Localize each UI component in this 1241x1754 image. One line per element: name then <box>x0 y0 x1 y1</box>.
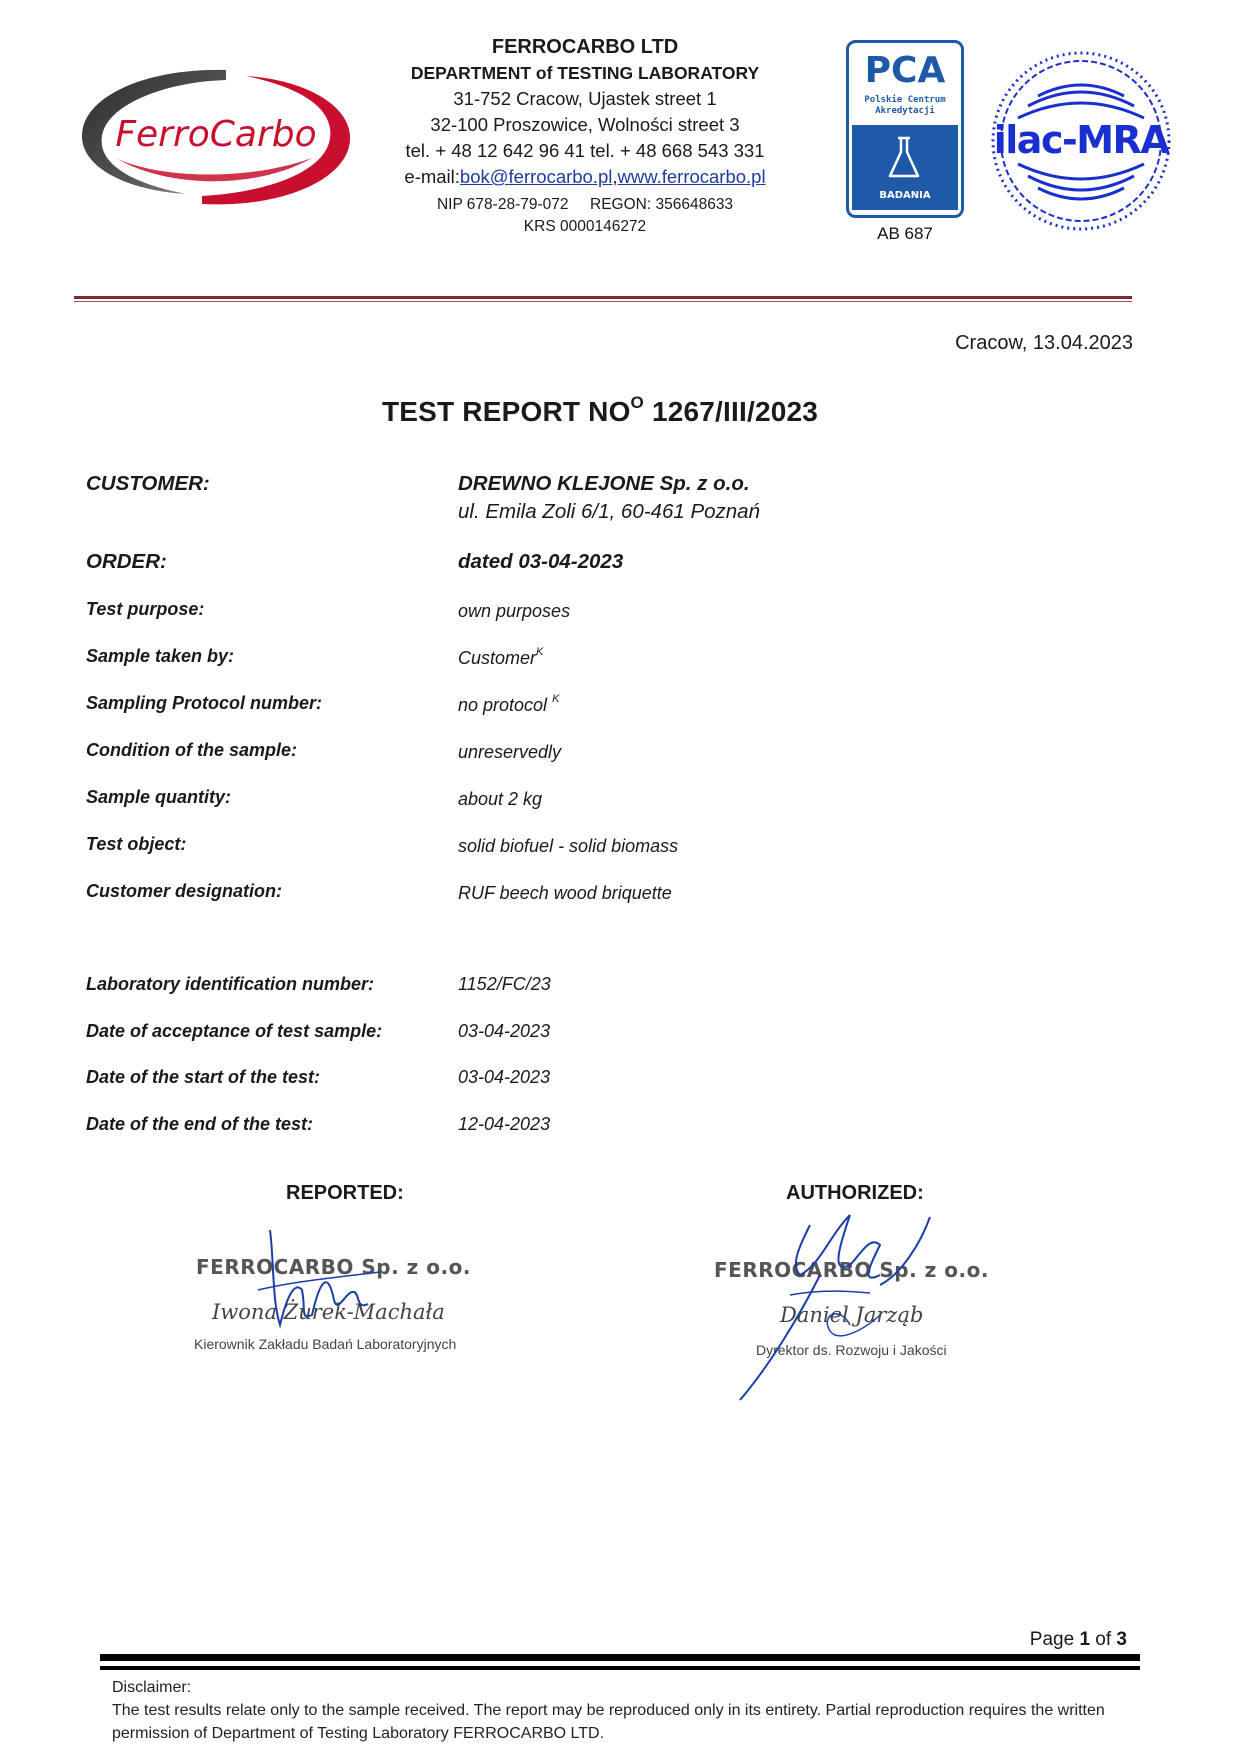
authorized-stamp-role: Dyrektor ds. Rozwoju i Jakości <box>756 1342 947 1358</box>
order-label: ORDER: <box>86 550 167 573</box>
authorized-stamp-company: FERROCARBO Sp. z o.o. <box>714 1258 989 1282</box>
field-label: Test purpose: <box>86 599 205 619</box>
field-text: Customer <box>458 648 537 668</box>
field-sup: K <box>536 646 544 658</box>
field-label: Test object: <box>86 834 187 854</box>
page-prefix: Page <box>1029 1629 1080 1650</box>
authorized-heading: AUTHORIZED: <box>786 1182 924 1204</box>
reported-heading: REPORTED: <box>286 1182 404 1204</box>
pca-accreditation-number: AB 687 <box>877 224 933 243</box>
company-header <box>370 34 800 238</box>
website-link[interactable]: www.ferrocarbo.pl <box>617 166 766 187</box>
footer-divider <box>100 1666 1140 1670</box>
field-label: Sample taken by: <box>86 646 235 666</box>
pca-accreditation-badge <box>846 40 964 218</box>
ilac-text: ilac-MRA <box>993 118 1169 162</box>
lab-field-value: 1152/FC/23 <box>458 974 551 994</box>
authorized-signature <box>730 1205 960 1405</box>
title-prefix: TEST REPORT NO <box>381 396 631 427</box>
pca-line-2: Akredytacji <box>875 106 935 116</box>
footer-divider-thick <box>100 1654 1140 1661</box>
page-of: of <box>1090 1629 1117 1650</box>
field-value <box>458 740 561 763</box>
customer-label: CUSTOMER: <box>86 472 210 495</box>
department-name: DEPARTMENT of TESTING LABORATORY <box>410 63 760 83</box>
page-current: 1 <box>1079 1629 1091 1650</box>
header-divider-thin <box>74 301 1132 302</box>
field-value <box>458 787 542 810</box>
field-value <box>458 646 543 669</box>
lab-field-value: 03-04-2023 <box>458 1021 551 1041</box>
nip-regon: NIP 678-28-79-072 REGON: 356648633 <box>436 196 734 213</box>
lab-field-label: Date of the start of the test: <box>86 1067 321 1087</box>
disclaimer-title: Disclaimer: <box>112 1679 192 1696</box>
field-value <box>458 693 559 716</box>
disclaimer <box>112 1676 1132 1745</box>
field-text: solid biofuel - solid biomass <box>458 836 679 856</box>
report-title <box>0 393 1200 428</box>
report-number: 1267/III/2023 <box>643 396 819 427</box>
phone-line: tel. + 48 12 642 96 41 tel. + 48 668 543 331 <box>405 140 765 161</box>
authorized-stamp-name: Daniel Jarząb <box>780 1303 924 1327</box>
field-value <box>458 599 570 622</box>
header-divider <box>74 296 1132 299</box>
field-label: Sample quantity: <box>86 787 232 807</box>
customer-name: DREWNO KLEJONE Sp. z o.o. <box>458 472 750 495</box>
lab-field-value: 12-04-2023 <box>458 1114 551 1134</box>
email-prefix: e-mail: <box>404 166 460 187</box>
field-label: Condition of the sample: <box>86 740 297 760</box>
report-date: Cracow, 13.04.2023 <box>955 332 1133 354</box>
address-line-2: 32-100 Proszowice, Wolności street 3 <box>430 114 740 135</box>
field-label: Customer designation: <box>86 881 283 901</box>
lab-field-label: Date of the end of the test: <box>86 1114 314 1134</box>
contact-line <box>370 164 800 190</box>
lab-field-value: 03-04-2023 <box>458 1067 551 1087</box>
field-value <box>458 834 678 857</box>
reported-signature <box>250 1220 410 1340</box>
pca-code: PCA <box>864 50 946 91</box>
title-superscript: O <box>630 393 644 412</box>
field-text: no protocol <box>458 695 553 715</box>
company-name: FERROCARBO LTD <box>491 36 679 58</box>
page-indicator <box>1030 1629 1127 1651</box>
field-sup: K <box>552 693 560 705</box>
order-value: dated 03-04-2023 <box>458 550 624 573</box>
reported-stamp-company: FERROCARBO Sp. z o.o. <box>196 1255 471 1279</box>
address-line-1: 31-752 Cracow, Ujastek street 1 <box>453 88 717 109</box>
logo-text: FerroCarbo <box>115 114 317 155</box>
pca-badge-label: BADANIA <box>879 190 931 201</box>
link-separator: , <box>612 166 618 187</box>
ilac-mra-logo <box>988 48 1174 234</box>
reported-stamp-name: Iwona Żurek-Machała <box>212 1300 445 1324</box>
krs-number: KRS 0000146272 <box>523 218 647 235</box>
reported-stamp-role: Kierownik Zakładu Badań Laboratoryjnych <box>194 1336 457 1352</box>
email-link[interactable]: bok@ferrocarbo.pl <box>459 166 613 187</box>
field-text: about 2 kg <box>458 789 543 809</box>
field-text: RUF beech wood briquette <box>458 883 672 903</box>
lab-field-label: Laboratory identification number: <box>86 974 375 994</box>
lab-field-label: Date of acceptance of test sample: <box>86 1021 383 1041</box>
disclaimer-text: The test results relate only to the sample received. The report may be reproduced only in its entirety. Partial reproduction requires the written permission of Department of Testing Laboratory FERROCARBO LTD. <box>112 1702 1105 1742</box>
field-label: Sampling Protocol number: <box>86 693 323 713</box>
field-value <box>458 881 672 904</box>
customer-address: ul. Emila Zoli 6/1, 60-461 Poznań <box>458 500 760 523</box>
ferrocarbo-logo <box>76 62 356 210</box>
field-text: own purposes <box>458 601 571 621</box>
field-text: unreservedly <box>458 742 562 762</box>
page-total: 3 <box>1116 1629 1127 1650</box>
pca-line-1: Polskie Centrum <box>864 95 946 105</box>
